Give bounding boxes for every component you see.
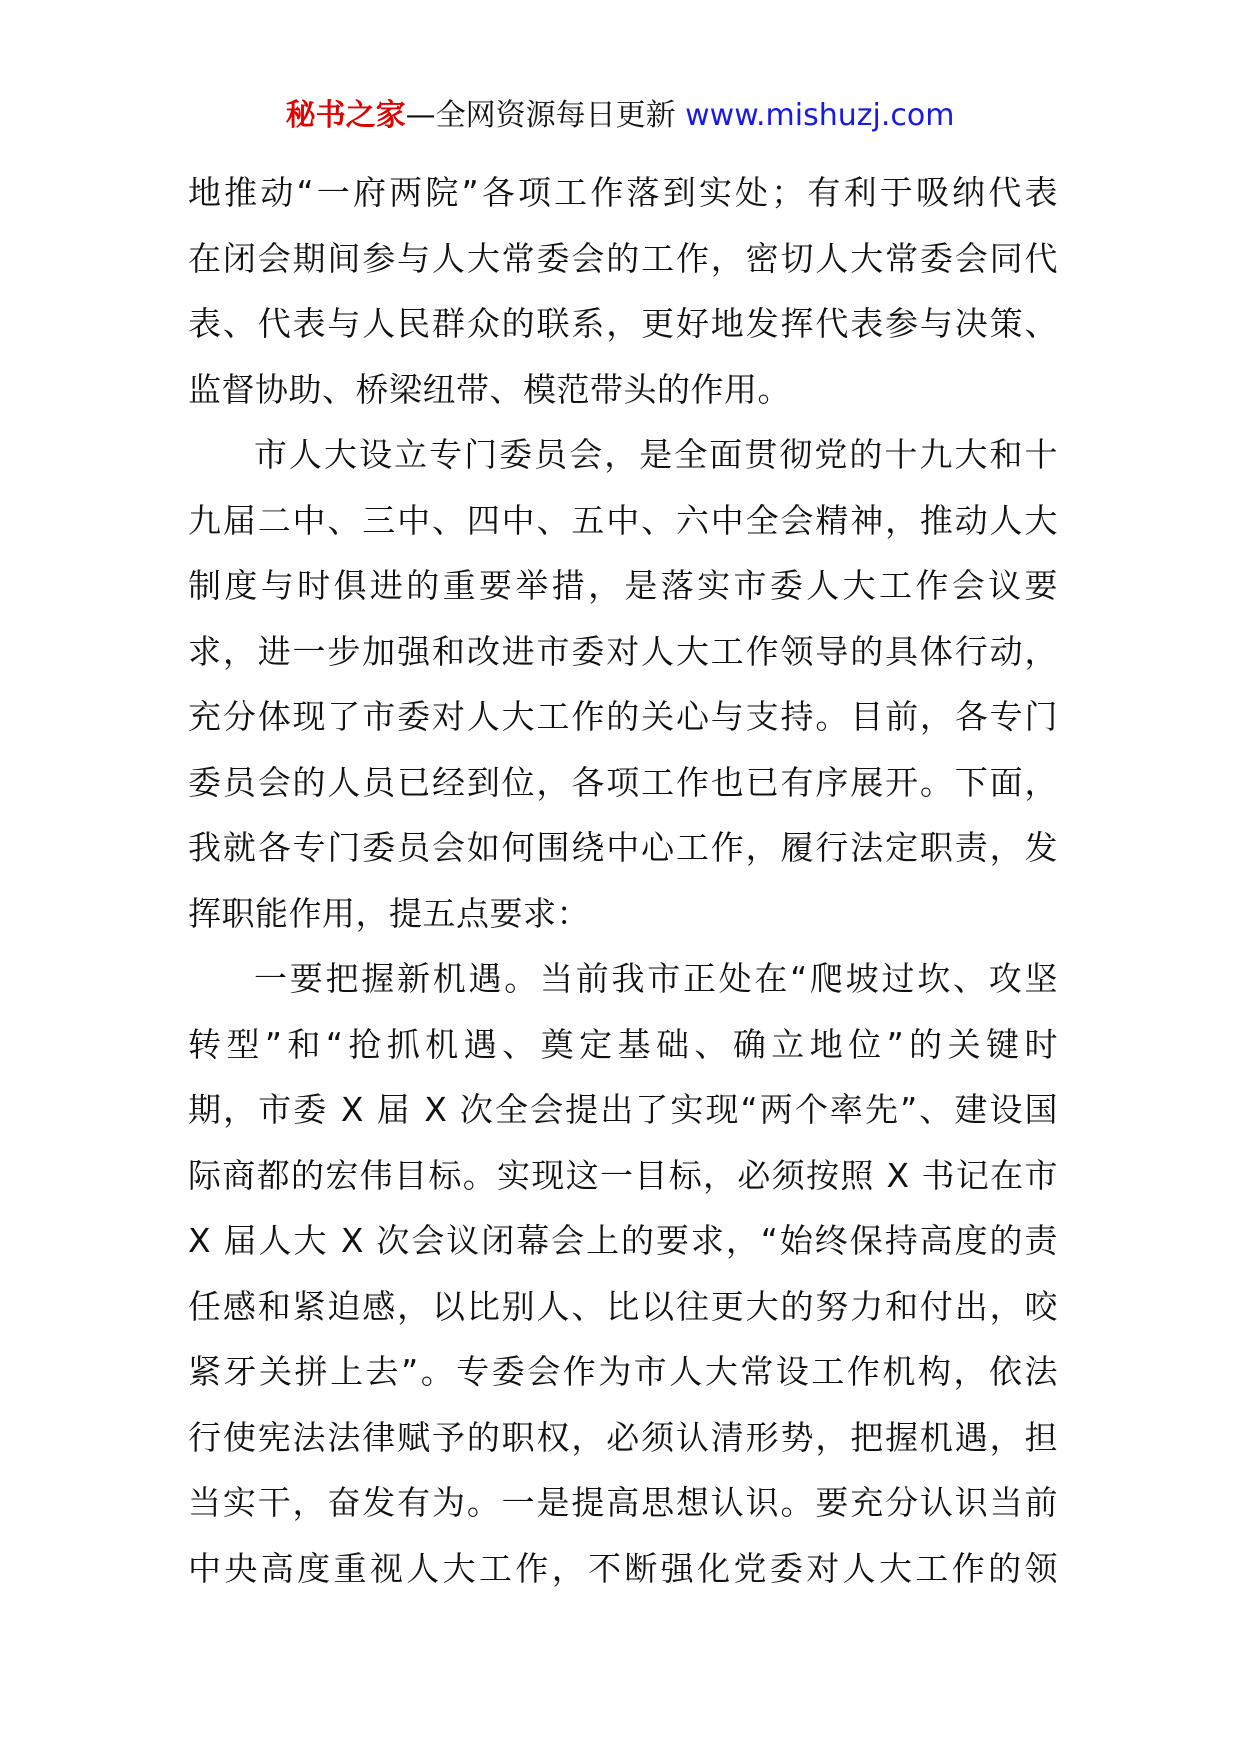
text-line: 求，进一步加强和改进市委对人大工作领导的具体行动，: [188, 631, 1058, 671]
brand-name: 秘书之家: [285, 98, 406, 133]
text-line: 在闭会期间参与人大常委会的工作，密切人大常委会同代: [188, 238, 1058, 278]
text-line: 挥职能作用，提五点要求：: [188, 893, 590, 933]
text-line: 地推动“一府两院”各项工作落到实处；有利于吸纳代表: [188, 173, 1058, 212]
text-line: 九届二中、三中、四中、五中、六中全会精神，推动人大: [188, 500, 1058, 540]
site-url-link[interactable]: www.mishuzj.com: [685, 98, 955, 133]
text-line: 任感和紧迫感，以比别人、比以往更大的努力和付出，咬: [188, 1286, 1058, 1326]
paragraph-1: [188, 160, 1058, 422]
text-line: 市人大设立专门委员会，是全面贯彻党的十九大和十: [254, 435, 1058, 474]
text-line: 中央高度重视人大工作，不断强化党委对人大工作的领: [188, 1548, 1058, 1588]
text-line: 紧牙关拼上去”。专委会作为市人大常设工作机构，依法: [188, 1352, 1058, 1391]
page-header: [0, 96, 1240, 136]
text-line: 监督协助、桥梁纽带、模范带头的作用。: [188, 369, 791, 409]
text-line: 制度与时俱进的重要举措，是落实市委人大工作会议要: [188, 566, 1058, 605]
text-line: X 届人大 X 次会议闭幕会上的要求，“始终保持高度的责: [188, 1221, 1058, 1260]
header-tagline: —全网资源每日更新: [405, 98, 686, 133]
paragraph-3: [188, 946, 1058, 1601]
text-line: 行使宪法法律赋予的职权，必须认清形势，把握机遇，担: [188, 1417, 1058, 1457]
text-line: 充分体现了市委对人大工作的关心与支持。目前，各专门: [188, 697, 1058, 736]
text-line: 当实干，奋发有为。一是提高思想认识。要充分认识当前: [188, 1483, 1058, 1522]
text-line: 表、代表与人民群众的联系，更好地发挥代表参与决策、: [188, 304, 1058, 343]
document-body: [188, 160, 1058, 1601]
text-line: 我就各专门委员会如何围绕中心工作，履行法定职责，发: [188, 828, 1058, 867]
paragraph-2: [188, 422, 1058, 946]
text-line: 际商都的宏伟目标。实现这一目标，必须按照 X 书记在市: [188, 1155, 1058, 1195]
text-line: 一要把握新机遇。当前我市正处在“爬坡过坎、攻坚: [254, 959, 1058, 998]
text-line: 转型”和“抢抓机遇、奠定基础、确立地位”的关键时: [188, 1024, 1058, 1064]
text-line: 期，市委 X 届 X 次全会提出了实现“两个率先”、建设国: [188, 1090, 1058, 1129]
text-line: 委员会的人员已经到位，各项工作也已有序展开。下面，: [188, 762, 1058, 802]
